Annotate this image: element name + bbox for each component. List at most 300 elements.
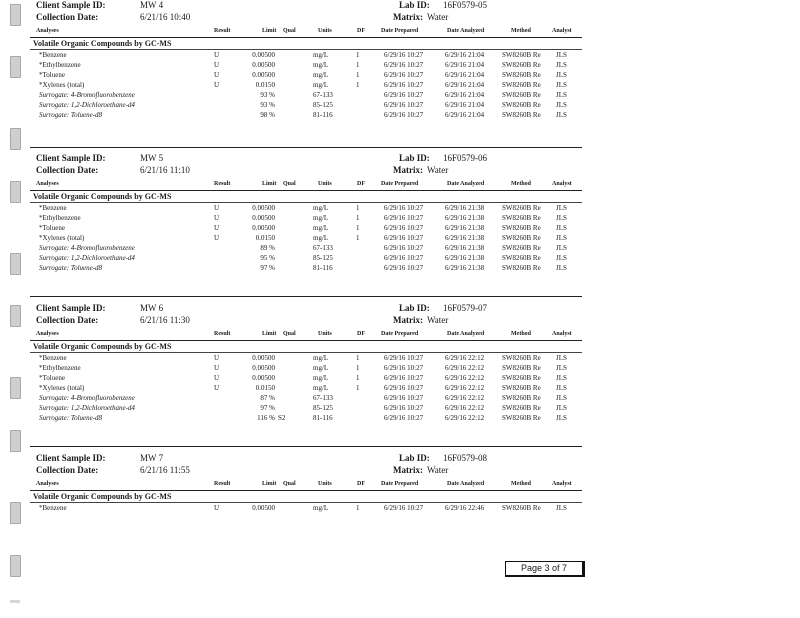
analyst-initials: JLS: [556, 111, 567, 119]
dilution-factor: 1: [356, 224, 360, 232]
result-value: U: [214, 354, 220, 362]
col-header-method: Method: [511, 181, 531, 187]
analyte-name: Surrogate: 4-Bromofluorobenzene: [39, 244, 135, 252]
client-sample-id-value: MW 6: [140, 303, 164, 313]
date-analyzed: 6/29/16 22:12: [445, 394, 485, 402]
method-code: SW8260B Re: [502, 364, 541, 372]
date-prepared: 6/29/16 10:27: [384, 81, 424, 89]
binder-hole: [10, 128, 21, 150]
table-row: [30, 414, 586, 424]
method-code: SW8260B Re: [502, 254, 541, 262]
date-prepared: 6/29/16 10:27: [384, 224, 424, 232]
col-header-date-analyzed: Date Analyzed: [447, 181, 485, 187]
col-header-result: Result: [214, 331, 231, 337]
analyst-initials: JLS: [556, 264, 567, 272]
table-row: [30, 364, 586, 374]
limit-value: 87 %: [260, 394, 275, 402]
col-header-date-prepared: Date Prepared: [381, 481, 419, 487]
date-prepared: 6/29/16 10:27: [384, 51, 424, 59]
binder-hole: [10, 56, 21, 78]
method-code: SW8260B Re: [502, 71, 541, 79]
method-code: SW8260B Re: [502, 111, 541, 119]
method-code: SW8260B Re: [502, 354, 541, 362]
method-code: SW8260B Re: [502, 404, 541, 412]
analysis-group-title: Volatile Organic Compounds by GC-MS: [33, 342, 172, 351]
analyte-name: *Toluene: [39, 374, 65, 382]
binder-hole: [10, 4, 21, 26]
analyst-initials: JLS: [556, 354, 567, 362]
date-prepared: 6/29/16 10:27: [384, 244, 424, 252]
units-value: mg/L: [313, 374, 329, 382]
header-rule: [30, 340, 582, 341]
units-value: mg/L: [313, 364, 329, 372]
units-value: mg/L: [313, 384, 329, 392]
analyte-name: *Benzene: [39, 204, 67, 212]
dilution-factor: 1: [356, 214, 360, 222]
table-row: [30, 111, 586, 121]
units-value: mg/L: [313, 214, 329, 222]
dilution-factor: 1: [356, 61, 360, 69]
header-rule: [30, 37, 582, 38]
units-value: 67-133: [313, 244, 333, 252]
analyte-name: *Toluene: [39, 224, 65, 232]
date-analyzed: 6/29/16 21:38: [445, 214, 485, 222]
binder-hole: [10, 430, 21, 452]
units-value: mg/L: [313, 51, 329, 59]
collection-date-label: Collection Date:: [36, 315, 99, 325]
scan-mark: [10, 600, 20, 603]
analyte-name: *Ethylbenzene: [39, 214, 81, 222]
date-prepared: 6/29/16 10:27: [384, 101, 424, 109]
analysis-group-title: Volatile Organic Compounds by GC-MS: [33, 492, 172, 501]
table-row: [30, 254, 586, 264]
date-analyzed: 6/29/16 22:12: [445, 384, 485, 392]
analyst-initials: JLS: [556, 394, 567, 402]
analyst-initials: JLS: [556, 51, 567, 59]
date-analyzed: 6/29/16 22:12: [445, 374, 485, 382]
analyte-name: *Xylenes (total): [39, 234, 85, 242]
col-header-limit: Limit: [262, 481, 277, 487]
units-value: mg/L: [313, 354, 329, 362]
analyte-name: Surrogate: 4-Bromofluorobenzene: [39, 91, 135, 99]
result-value: U: [214, 51, 220, 59]
analyst-initials: JLS: [556, 254, 567, 262]
lab-id-value: 16F0579-07: [443, 303, 488, 313]
analyst-initials: JLS: [556, 81, 567, 89]
dilution-factor: 1: [356, 364, 360, 372]
client-sample-id-label: Client Sample ID:: [36, 0, 106, 10]
method-code: SW8260B Re: [502, 384, 541, 392]
result-value: U: [214, 204, 220, 212]
table-row: [30, 354, 586, 364]
analyst-initials: JLS: [556, 384, 567, 392]
date-prepared: 6/29/16 10:27: [384, 374, 424, 382]
analysis-group-title: Volatile Organic Compounds by GC-MS: [33, 192, 172, 201]
matrix-label: Matrix:: [393, 165, 423, 175]
date-analyzed: 6/29/16 21:38: [445, 264, 485, 272]
collection-date-value: 6/21/16 11:30: [140, 315, 190, 325]
header-rule: [30, 490, 582, 491]
units-value: 67-133: [313, 394, 333, 402]
units-value: 81-116: [313, 111, 333, 119]
date-analyzed: 6/29/16 21:38: [445, 234, 485, 242]
col-header-limit: Limit: [262, 28, 277, 34]
method-code: SW8260B Re: [502, 81, 541, 89]
dilution-factor: 1: [356, 81, 360, 89]
analysis-group-title: Volatile Organic Compounds by GC-MS: [33, 39, 172, 48]
date-analyzed: 6/29/16 22:12: [445, 364, 485, 372]
client-sample-id-value: MW 7: [140, 453, 164, 463]
analyte-name: Surrogate: 4-Bromofluorobenzene: [39, 394, 135, 402]
col-header-analyst: Analyst: [552, 481, 572, 487]
col-header-analyses: Analyses: [36, 331, 59, 337]
method-code: SW8260B Re: [502, 214, 541, 222]
dilution-factor: 1: [356, 234, 360, 242]
col-header-units: Units: [318, 181, 332, 187]
client-sample-id-label: Client Sample ID:: [36, 153, 106, 163]
date-analyzed: 6/29/16 21:38: [445, 244, 485, 252]
matrix-value: Water: [427, 165, 449, 175]
method-code: SW8260B Re: [502, 61, 541, 69]
units-value: 85-125: [313, 101, 333, 109]
limit-value: 93 %: [260, 91, 275, 99]
result-value: U: [214, 214, 220, 222]
date-analyzed: 6/29/16 21:04: [445, 51, 485, 59]
units-value: 67-133: [313, 91, 333, 99]
header-rule: [30, 190, 582, 191]
dilution-factor: 1: [356, 374, 360, 382]
lab-id-value: 16F0579-06: [443, 153, 488, 163]
table-row: [30, 504, 586, 514]
result-value: U: [214, 71, 220, 79]
collection-date-label: Collection Date:: [36, 12, 99, 22]
limit-value: 0.00500: [252, 504, 275, 512]
table-row: [30, 101, 586, 111]
units-value: mg/L: [313, 81, 329, 89]
result-value: U: [214, 81, 220, 89]
table-row: [30, 374, 586, 384]
units-value: mg/L: [313, 224, 329, 232]
analyte-name: Surrogate: Toluene-d8: [39, 111, 103, 119]
col-header-df: DF: [357, 481, 365, 487]
analyte-name: Surrogate: 1,2-Dichloroethane-d4: [39, 254, 135, 262]
limit-value: 95 %: [260, 254, 275, 262]
col-header-date-prepared: Date Prepared: [381, 28, 419, 34]
col-header-qual: Qual: [283, 481, 296, 487]
table-row: [30, 384, 586, 394]
group-rule: [30, 202, 582, 203]
column-header-row: [30, 26, 586, 37]
method-code: SW8260B Re: [502, 244, 541, 252]
date-analyzed: 6/29/16 22:12: [445, 404, 485, 412]
lab-id-label: Lab ID:: [399, 153, 430, 163]
method-code: SW8260B Re: [502, 504, 541, 512]
analyst-initials: JLS: [556, 404, 567, 412]
analyst-initials: JLS: [556, 214, 567, 222]
analyte-name: *Ethylbenzene: [39, 61, 81, 69]
col-header-analyses: Analyses: [36, 481, 59, 487]
binder-hole: [10, 377, 21, 399]
section-separator: [30, 446, 582, 447]
analyst-initials: JLS: [556, 364, 567, 372]
limit-value: 97 %: [260, 404, 275, 412]
result-value: U: [214, 384, 220, 392]
binder-hole: [10, 253, 21, 275]
date-prepared: 6/29/16 10:27: [384, 504, 424, 512]
table-row: [30, 61, 586, 71]
analyst-initials: JLS: [556, 61, 567, 69]
limit-value: 97 %: [260, 264, 275, 272]
date-prepared: 6/29/16 10:27: [384, 354, 424, 362]
col-header-method: Method: [511, 331, 531, 337]
result-value: U: [214, 504, 220, 512]
method-code: SW8260B Re: [502, 51, 541, 59]
col-header-units: Units: [318, 331, 332, 337]
client-sample-id-label: Client Sample ID:: [36, 453, 106, 463]
date-analyzed: 6/29/16 22:46: [445, 504, 485, 512]
col-header-units: Units: [318, 481, 332, 487]
col-header-result: Result: [214, 28, 231, 34]
table-row: [30, 81, 586, 91]
method-code: SW8260B Re: [502, 204, 541, 212]
col-header-analyses: Analyses: [36, 181, 59, 187]
table-row: [30, 91, 586, 101]
limit-value: 0.00500: [252, 354, 275, 362]
dilution-factor: 1: [356, 204, 360, 212]
table-row: [30, 264, 586, 274]
result-value: U: [214, 234, 220, 242]
date-prepared: 6/29/16 10:27: [384, 214, 424, 222]
table-row: [30, 404, 586, 414]
limit-value: 89 %: [260, 244, 275, 252]
dilution-factor: 1: [356, 354, 360, 362]
col-header-date-analyzed: Date Analyzed: [447, 331, 485, 337]
col-header-df: DF: [357, 181, 365, 187]
date-prepared: 6/29/16 10:27: [384, 254, 424, 262]
units-value: mg/L: [313, 61, 329, 69]
analyte-name: *Benzene: [39, 51, 67, 59]
units-value: 85-125: [313, 254, 333, 262]
analyst-initials: JLS: [556, 504, 567, 512]
date-prepared: 6/29/16 10:27: [384, 204, 424, 212]
date-analyzed: 6/29/16 21:38: [445, 204, 485, 212]
col-header-analyst: Analyst: [552, 331, 572, 337]
column-header-row: [30, 479, 586, 490]
group-rule: [30, 49, 582, 50]
sample-section: [30, 153, 590, 303]
date-prepared: 6/29/16 10:27: [384, 264, 424, 272]
lab-id-label: Lab ID:: [399, 453, 430, 463]
table-row: [30, 244, 586, 254]
date-analyzed: 6/29/16 21:04: [445, 111, 485, 119]
date-analyzed: 6/29/16 21:38: [445, 254, 485, 262]
method-code: SW8260B Re: [502, 374, 541, 382]
limit-value: 0.0150: [255, 384, 275, 392]
date-prepared: 6/29/16 10:27: [384, 91, 424, 99]
matrix-value: Water: [427, 465, 449, 475]
client-sample-id-value: MW 5: [140, 153, 164, 163]
col-header-method: Method: [511, 28, 531, 34]
date-prepared: 6/29/16 10:27: [384, 111, 424, 119]
dilution-factor: 1: [356, 504, 360, 512]
analyte-name: *Xylenes (total): [39, 81, 85, 89]
col-header-qual: Qual: [283, 28, 296, 34]
col-header-date-analyzed: Date Analyzed: [447, 28, 485, 34]
result-value: U: [214, 374, 220, 382]
column-header-row: [30, 329, 586, 340]
col-header-qual: Qual: [283, 331, 296, 337]
col-header-method: Method: [511, 481, 531, 487]
collection-date-label: Collection Date:: [36, 165, 99, 175]
binder-hole: [10, 181, 21, 203]
table-row: [30, 394, 586, 404]
matrix-label: Matrix:: [393, 12, 423, 22]
method-code: SW8260B Re: [502, 234, 541, 242]
group-rule: [30, 502, 582, 503]
collection-date-value: 6/21/16 11:10: [140, 165, 190, 175]
date-prepared: 6/29/16 10:27: [384, 414, 424, 422]
analyst-initials: JLS: [556, 374, 567, 382]
table-row: [30, 51, 586, 61]
sample-section: [30, 453, 590, 603]
date-prepared: 6/29/16 10:27: [384, 404, 424, 412]
page-number: Page 3 of 7: [505, 561, 585, 577]
col-header-df: DF: [357, 28, 365, 34]
col-header-df: DF: [357, 331, 365, 337]
limit-value: 0.00500: [252, 214, 275, 222]
table-row: [30, 214, 586, 224]
date-prepared: 6/29/16 10:27: [384, 384, 424, 392]
date-analyzed: 6/29/16 22:12: [445, 354, 485, 362]
limit-value: 0.00500: [252, 71, 275, 79]
group-rule: [30, 352, 582, 353]
matrix-value: Water: [427, 12, 449, 22]
col-header-analyst: Analyst: [552, 181, 572, 187]
date-prepared: 6/29/16 10:27: [384, 61, 424, 69]
analyte-name: Surrogate: 1,2-Dichloroethane-d4: [39, 404, 135, 412]
date-analyzed: 6/29/16 21:04: [445, 81, 485, 89]
col-header-units: Units: [318, 28, 332, 34]
result-value: U: [214, 224, 220, 232]
date-prepared: 6/29/16 10:27: [384, 71, 424, 79]
limit-value: 98 %: [260, 111, 275, 119]
lab-id-label: Lab ID:: [399, 303, 430, 313]
analyte-name: *Xylenes (total): [39, 384, 85, 392]
method-code: SW8260B Re: [502, 224, 541, 232]
binder-hole: [10, 555, 21, 577]
date-prepared: 6/29/16 10:27: [384, 234, 424, 242]
date-prepared: 6/29/16 10:27: [384, 394, 424, 402]
date-analyzed: 6/29/16 21:04: [445, 61, 485, 69]
lab-id-label: Lab ID:: [399, 0, 430, 10]
analyte-name: *Toluene: [39, 71, 65, 79]
limit-value: 0.00500: [252, 374, 275, 382]
client-sample-id-value: MW 4: [140, 0, 164, 10]
qualifier: S2: [278, 414, 286, 422]
date-analyzed: 6/29/16 22:12: [445, 414, 485, 422]
date-analyzed: 6/29/16 21:04: [445, 91, 485, 99]
binder-hole: [10, 305, 21, 327]
analyte-name: *Benzene: [39, 504, 67, 512]
method-code: SW8260B Re: [502, 264, 541, 272]
date-prepared: 6/29/16 10:27: [384, 364, 424, 372]
analyst-initials: JLS: [556, 91, 567, 99]
col-header-limit: Limit: [262, 331, 277, 337]
method-code: SW8260B Re: [502, 101, 541, 109]
units-value: mg/L: [313, 234, 329, 242]
limit-value: 0.00500: [252, 224, 275, 232]
units-value: 85-125: [313, 404, 333, 412]
result-value: U: [214, 61, 220, 69]
sample-section: [30, 0, 590, 150]
analyst-initials: JLS: [556, 71, 567, 79]
analyte-name: *Ethylbenzene: [39, 364, 81, 372]
units-value: mg/L: [313, 71, 329, 79]
limit-value: 0.0150: [255, 81, 275, 89]
limit-value: 93 %: [260, 101, 275, 109]
lab-id-value: 16F0579-08: [443, 453, 488, 463]
date-analyzed: 6/29/16 21:04: [445, 101, 485, 109]
dilution-factor: 1: [356, 51, 360, 59]
table-row: [30, 234, 586, 244]
column-header-row: [30, 179, 586, 190]
matrix-value: Water: [427, 315, 449, 325]
table-row: [30, 204, 586, 214]
limit-value: 0.00500: [252, 204, 275, 212]
date-analyzed: 6/29/16 21:38: [445, 224, 485, 232]
units-value: 81-116: [313, 264, 333, 272]
table-row: [30, 71, 586, 81]
binder-hole: [10, 502, 21, 524]
analyst-initials: JLS: [556, 234, 567, 242]
analyst-initials: JLS: [556, 244, 567, 252]
date-analyzed: 6/29/16 21:04: [445, 71, 485, 79]
col-header-result: Result: [214, 481, 231, 487]
analyte-name: Surrogate: Toluene-d8: [39, 414, 103, 422]
dilution-factor: 1: [356, 384, 360, 392]
units-value: mg/L: [313, 204, 329, 212]
sample-section: [30, 303, 590, 453]
table-row: [30, 224, 586, 234]
client-sample-id-label: Client Sample ID:: [36, 303, 106, 313]
result-value: U: [214, 364, 220, 372]
analyte-name: Surrogate: 1,2-Dichloroethane-d4: [39, 101, 135, 109]
collection-date-value: 6/21/16 11:55: [140, 465, 190, 475]
analyst-initials: JLS: [556, 414, 567, 422]
analyst-initials: JLS: [556, 101, 567, 109]
analyst-initials: JLS: [556, 224, 567, 232]
limit-value: 0.00500: [252, 364, 275, 372]
col-header-qual: Qual: [283, 181, 296, 187]
col-header-date-prepared: Date Prepared: [381, 331, 419, 337]
limit-value: 0.0150: [255, 234, 275, 242]
matrix-label: Matrix:: [393, 465, 423, 475]
method-code: SW8260B Re: [502, 414, 541, 422]
matrix-label: Matrix:: [393, 315, 423, 325]
analyte-name: Surrogate: Toluene-d8: [39, 264, 103, 272]
section-separator: [30, 147, 582, 148]
limit-value: 0.00500: [252, 61, 275, 69]
collection-date-value: 6/21/16 10:40: [140, 12, 191, 22]
col-header-date-analyzed: Date Analyzed: [447, 481, 485, 487]
col-header-analyses: Analyses: [36, 28, 59, 34]
units-value: 81-116: [313, 414, 333, 422]
col-header-limit: Limit: [262, 181, 277, 187]
method-code: SW8260B Re: [502, 394, 541, 402]
limit-value: 116 %: [257, 414, 275, 422]
col-header-result: Result: [214, 181, 231, 187]
analyst-initials: JLS: [556, 204, 567, 212]
